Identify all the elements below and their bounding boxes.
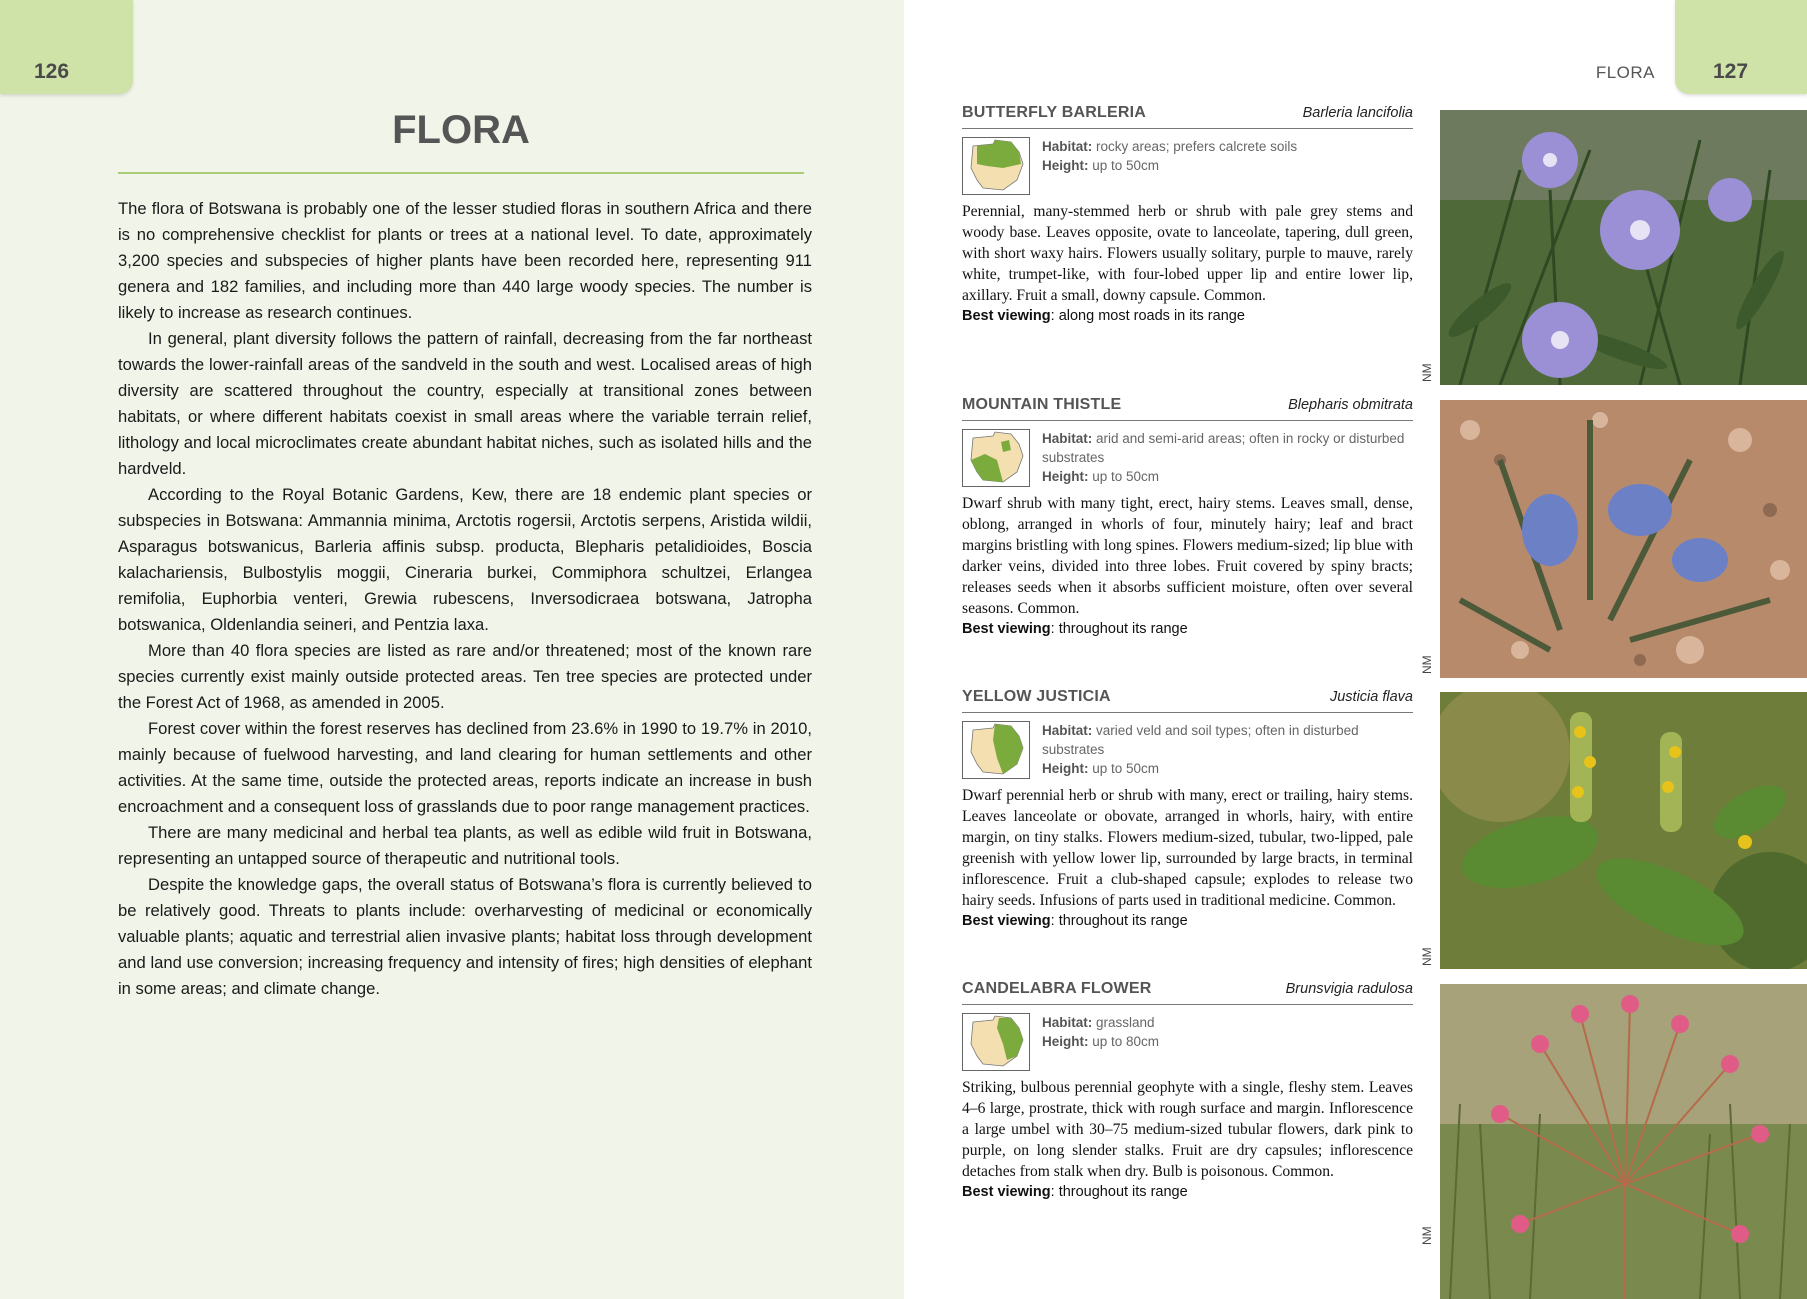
height-value: up to 50cm — [1092, 469, 1160, 484]
common-name: BUTTERFLY BARLERIA — [962, 104, 1147, 121]
paragraph: There are many medicinal and herbal tea plants, as well as edible wild fruit in Botswana, representing an untapped source of therapeutic and nutritional tools. — [118, 823, 812, 868]
paragraph: In general, plant diversity follows the pattern of rainfall, decreasing from the far northeast towards the lower-rainfall areas of the sandveld in the south and west. Localised areas of high diversity are scattered throughout the country, especially at transitional zones between habitats, or where different habitats coexist in small areas where the variable terrain relief, lithology and local microclimates create abundant habitat niches, such as isolated hills and the hardveld. — [118, 329, 812, 478]
height-value: up to 50cm — [1092, 761, 1160, 776]
photo-credit: NM — [1420, 363, 1434, 382]
distribution-map-icon — [962, 721, 1030, 779]
section-running-head: FLORA — [1595, 63, 1655, 82]
habitat-value: varied veld and soil types; often in disturbed substrates — [1042, 723, 1359, 757]
scientific-name: Blepharis obmitrata — [1288, 397, 1413, 413]
habitat-height: Habitat: arid and semi-arid areas; often in rocky or disturbed substrates Height: up to 50cm — [1042, 431, 1405, 484]
best-viewing: Best viewing: throughout its range — [962, 621, 1188, 637]
distribution-map-icon — [962, 1013, 1030, 1071]
page-number-right: 127 — [1713, 60, 1749, 83]
photo-credit: NM — [1420, 947, 1434, 966]
entry-header — [962, 688, 1413, 713]
habitat-value: grassland — [1096, 1015, 1155, 1030]
photo-yellow-justicia — [1440, 692, 1807, 969]
best-viewing: Best viewing: throughout its range — [962, 913, 1188, 929]
species-description: Striking, bulbous perennial geophyte with a single, fleshy stem. Leaves 4–6 large, prostrate, thick with rough surface and margin. Inflorescence a large umbel with 30–75 medium-sized tubular flowers, dark pink to purple, on long slender stalks. Fruit are dry capsules; inflorescence detaches from stalk when dry. Bulb is poisonous. Common. — [962, 1079, 1413, 1180]
habitat-value: rocky areas; prefers calcrete soils — [1096, 139, 1298, 154]
common-name: CANDELABRA FLOWER — [962, 980, 1152, 997]
species-entry-candelabra-flower — [962, 980, 1413, 1203]
habitat-value: arid and semi-arid areas; often in rocky or disturbed substrates — [1042, 431, 1405, 465]
page-number-tab-right — [1675, 0, 1807, 94]
page-number-tab-left — [0, 0, 133, 94]
distribution-map-icon — [962, 137, 1030, 195]
height-value: up to 80cm — [1092, 1034, 1160, 1049]
photo-candelabra-flower — [1440, 984, 1807, 1299]
common-name: YELLOW JUSTICIA — [962, 688, 1111, 705]
best-viewing: Best viewing: throughout its range — [962, 1184, 1188, 1200]
species-entry-mountain-thistle — [962, 396, 1413, 640]
species-description: Perennial, many-stemmed herb or shrub with pale grey stems and woody base. Leaves opposite, ovate to lanceolate, tapering, dull green, with short waxy hairs. Flowers usually solitary, purple to mauve, rarely white, trumpet-like, with four-lobed upper lip and entire lower lip, axillary. Fruit a small, downy capsule. Common. — [962, 203, 1413, 304]
paragraph: The flora of Botswana is probably one of the lesser studied floras in southern Africa and there is no comprehensive checklist for plants or trees at a national level. To date, approximately 3,200 species and subspecies of higher plants have been recorded here, representing 911 genera and 182 families, and including more than 440 large woody species. The number is likely to increase as research continues. — [118, 199, 812, 322]
species-entry-yellow-justicia — [962, 688, 1413, 932]
entry-header — [962, 104, 1413, 129]
photo-mountain-thistle — [1440, 400, 1807, 678]
habitat-height: Habitat: varied veld and soil types; often in disturbed substrates Height: up to 50cm — [1042, 723, 1359, 776]
species-description: Dwarf perennial herb or shrub with many, erect or trailing, hairy stems. Leaves lanceolate or obovate, arranged in whorls, hairy, with entire margin, on tiny stalks. Flowers medium-sized, tubular, two-lipped, pale greenish with yellow lower lip, surrounded by large bracts, in terminal inflorescence. Fruit a club-shaped capsule; explodes to release two hairy seeds. Infusions of parts used in traditional medicine. Common. — [962, 787, 1413, 909]
page-title: FLORA — [392, 108, 530, 152]
height-value: up to 50cm — [1092, 158, 1160, 173]
paragraph: According to the Royal Botanic Gardens, Kew, there are 18 endemic plant species or subspecies in Botswana: Ammannia minima, Arctotis rogersii, Arctotis serpens, Aristida wildii, Asparagus botswanicus, Barleria affinis subsp. producta, Blepharis petalidioides, Boscia kalachariensis, Bulbostylis moggii, Cineraria burkei, Commiphora schultzei, Erlangea remifolia, Euphorbia venteri, Grewia rubescens, Inversodicraea botswana, Jatropha botswanica, Oldenlandia seineri, and Pentzia laxa. — [118, 485, 812, 634]
photo-butterfly-barleria — [1440, 110, 1807, 385]
page-number-left: 126 — [34, 60, 70, 83]
distribution-map-icon — [962, 429, 1030, 487]
paragraph: More than 40 flora species are listed as rare and/or threatened; most of the known rare species currently exist mainly outside protected areas. Ten tree species are protected under the Forest Act of 1968, as amended in 2005. — [118, 641, 812, 712]
scientific-name: Justicia flava — [1329, 689, 1413, 705]
habitat-height: Habitat: rocky areas; prefers calcrete soils Height: up to 50cm — [1042, 139, 1298, 173]
photo-credit: NM — [1420, 1226, 1434, 1245]
paragraph: Despite the knowledge gaps, the overall status of Botswana’s flora is currently believed to be relatively good. Threats to plants include: overharvesting of medicinal or economically valuable plants; aquatic and terrestrial alien invasive plants; habitat loss through development and land use conversion; increasing frequency and intensity of fires; high densities of elephant in some areas; and climate change. — [118, 875, 812, 998]
photo-credit: NM — [1420, 655, 1434, 674]
species-description: Dwarf shrub with many tight, erect, hairy stems. Leaves small, dense, oblong, arranged in whorls of four, minutely hairy; leaf and bract margins bristling with long spines. Flowers medium-sized; lip blue with darker veins, divided into three lobes. Fruit covered by spiny bracts; releases seeds when it absorbs sufficient moisture, often over several seasons. Common. — [962, 495, 1413, 617]
habitat-height: Habitat: grassland Height: up to 80cm — [1042, 1015, 1160, 1049]
entry-header — [962, 396, 1413, 421]
title-divider — [118, 172, 804, 174]
scientific-name: Brunsvigia radulosa — [1285, 981, 1413, 997]
scientific-name: Barleria lancifolia — [1302, 105, 1413, 121]
common-name: MOUNTAIN THISTLE — [962, 396, 1122, 413]
intro-text — [118, 196, 812, 1002]
best-viewing: Best viewing: along most roads in its range — [962, 308, 1245, 324]
entry-header — [962, 980, 1413, 1005]
paragraph: Forest cover within the forest reserves has declined from 23.6% in 1990 to 19.7% in 2010, mainly because of fuelwood harvesting, and land clearing for human settlements and other activities. At the same time, outside the protected areas, reports indicate an increase in bush encroachment and a consequent loss of grasslands due to poor range management practices. — [118, 719, 812, 816]
species-entry-butterfly-barleria — [962, 104, 1413, 327]
